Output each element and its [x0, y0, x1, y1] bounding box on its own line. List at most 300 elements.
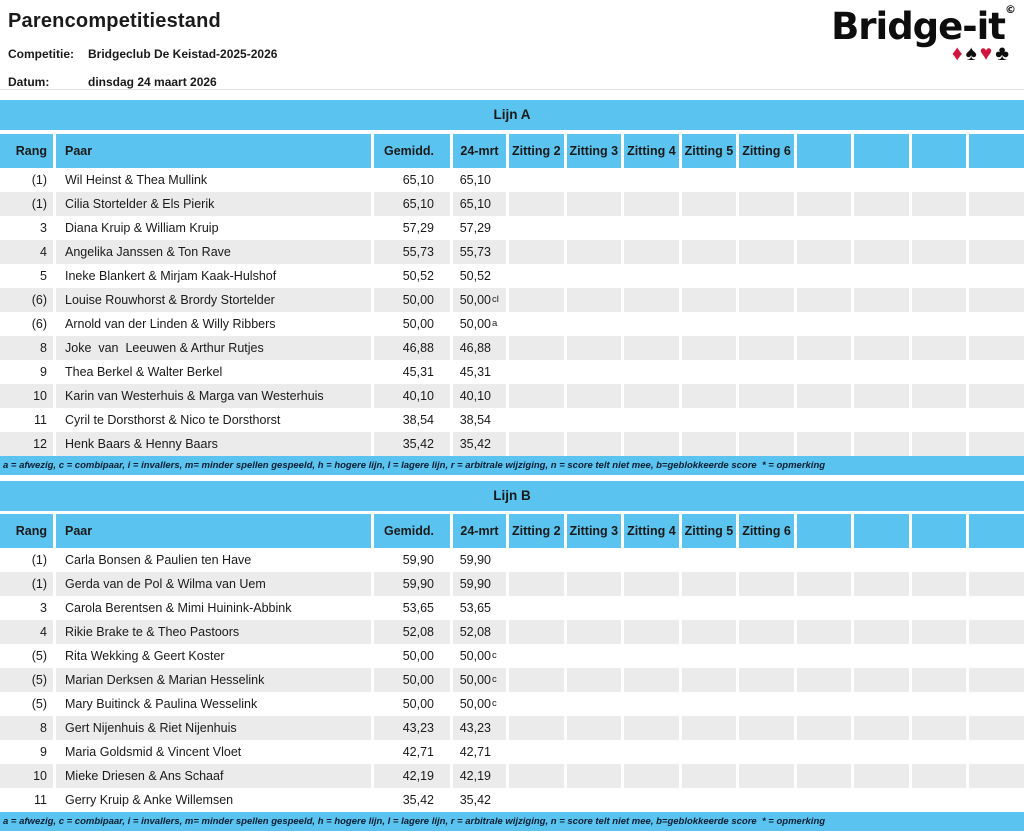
empty-score-cell — [736, 572, 794, 596]
column-header-empty — [909, 514, 967, 548]
rank-cell: 9 — [40, 745, 47, 759]
empty-score-cell — [679, 360, 737, 384]
empty-score-cell — [506, 548, 564, 572]
empty-score-cell — [621, 596, 679, 620]
empty-score-cell — [966, 408, 1024, 432]
empty-score-cell — [679, 644, 737, 668]
empty-score-cell — [564, 692, 622, 716]
empty-score-cell — [736, 596, 794, 620]
empty-score-cell — [736, 740, 794, 764]
score-flag — [491, 548, 504, 572]
empty-score-cell — [679, 192, 737, 216]
average-cell: 35,42 — [371, 788, 450, 812]
empty-score-cell — [564, 668, 622, 692]
empty-score-cell — [564, 168, 622, 192]
score-flag — [491, 432, 504, 456]
empty-score-cell — [909, 336, 967, 360]
rank-cell: 3 — [40, 221, 47, 235]
score-flag — [491, 596, 504, 620]
empty-score-cell — [506, 360, 564, 384]
column-header-gemidd-: Gemidd. — [371, 514, 450, 548]
empty-score-cell — [679, 432, 737, 456]
empty-score-cell — [851, 168, 909, 192]
column-header-zitting-6: Zitting 6 — [736, 514, 794, 548]
score-flag — [491, 716, 504, 740]
empty-score-cell — [736, 644, 794, 668]
spade-suit-icon: ♠ — [965, 42, 980, 65]
empty-score-cell — [909, 644, 967, 668]
score-flag — [491, 740, 504, 764]
pair-name-cell: Gerda van de Pol & Wilma van Uem — [53, 572, 371, 596]
column-header-row — [0, 134, 1024, 168]
average-cell: 35,42 — [371, 432, 450, 456]
empty-score-cell — [736, 764, 794, 788]
empty-score-cell — [909, 716, 967, 740]
empty-score-cell — [679, 788, 737, 812]
empty-score-cell — [794, 408, 852, 432]
empty-score-cell — [679, 408, 737, 432]
column-header-zitting-5: Zitting 5 — [679, 514, 737, 548]
copyright-mark: © — [1005, 3, 1016, 16]
average-cell: 38,54 — [371, 408, 450, 432]
empty-score-cell — [966, 384, 1024, 408]
empty-score-cell — [679, 740, 737, 764]
table-row — [0, 740, 1024, 764]
rank-cell: 4 — [0, 620, 53, 644]
empty-score-cell — [621, 764, 679, 788]
empty-score-cell — [966, 216, 1024, 240]
average-cell: 55,73 — [371, 240, 450, 264]
rank-cell: (1) — [0, 192, 53, 216]
average-cell: 50,00 — [371, 312, 450, 336]
empty-score-cell — [909, 548, 967, 572]
empty-score-cell — [736, 432, 794, 456]
empty-score-cell — [909, 408, 967, 432]
empty-score-cell — [966, 572, 1024, 596]
empty-score-cell — [794, 716, 852, 740]
empty-score-cell — [506, 668, 564, 692]
empty-score-cell — [506, 240, 564, 264]
column-header-zitting-3: Zitting 3 — [564, 134, 622, 168]
table-row — [0, 288, 1024, 312]
column-header-row — [0, 514, 1024, 548]
column-header-paar: Paar — [53, 134, 371, 168]
rank-cell: (1) — [31, 553, 47, 567]
empty-score-cell — [909, 740, 967, 764]
session-score-cell: 65,10 — [450, 192, 506, 216]
score-flag: c — [492, 674, 497, 685]
empty-score-cell — [736, 788, 794, 812]
empty-score-cell — [621, 360, 679, 384]
empty-score-cell — [564, 216, 622, 240]
empty-score-cell — [909, 240, 967, 264]
empty-score-cell — [564, 264, 622, 288]
empty-score-cell — [909, 692, 967, 716]
session-score-cell: 50,00 c — [450, 668, 506, 692]
empty-score-cell — [621, 548, 679, 572]
pair-name-cell: Carla Bonsen & Paulien ten Have — [53, 548, 371, 572]
table-row — [0, 596, 1024, 620]
empty-score-cell — [564, 644, 622, 668]
empty-score-cell — [506, 408, 564, 432]
empty-score-cell — [966, 336, 1024, 360]
score-flag — [491, 384, 504, 408]
table-row — [0, 336, 1024, 360]
table-row — [0, 548, 1024, 572]
rank-cell: (5) — [31, 697, 47, 711]
legend-footnote: a = afwezig, c = combipaar, i = invallers, m= minder spellen gespeeld, h = hogere lijn, l = lagere lijn, r = arbitrale wijziging, n = score telt niet mee, b=geblokkeerde score * = opmerking — [0, 812, 1024, 831]
competition-value: Bridgeclub De Keistad-2025-2026 — [88, 47, 278, 61]
empty-score-cell — [621, 788, 679, 812]
competition-label: Competitie: — [8, 47, 74, 61]
empty-score-cell — [794, 644, 852, 668]
empty-score-cell — [966, 764, 1024, 788]
average-cell: 50,52 — [371, 264, 450, 288]
empty-score-cell — [909, 432, 967, 456]
empty-score-cell — [506, 644, 564, 668]
empty-score-cell — [966, 620, 1024, 644]
score-flag — [491, 408, 504, 432]
empty-score-cell — [851, 716, 909, 740]
session-score-cell: 59,90 — [450, 548, 506, 572]
score-flag — [491, 336, 504, 360]
pair-name-cell: Henk Baars & Henny Baars — [53, 432, 371, 456]
pair-name-cell: Maria Goldsmid & Vincent Vloet — [53, 740, 371, 764]
standings-rows — [0, 548, 1024, 812]
empty-score-cell — [966, 692, 1024, 716]
average-cell: 45,31 — [371, 360, 450, 384]
empty-score-cell — [909, 596, 967, 620]
empty-score-cell — [736, 336, 794, 360]
session-score-cell: 59,90 — [450, 572, 506, 596]
table-row — [0, 644, 1024, 668]
empty-score-cell — [564, 384, 622, 408]
empty-score-cell — [966, 432, 1024, 456]
empty-score-cell — [621, 168, 679, 192]
empty-score-cell — [909, 384, 967, 408]
empty-score-cell — [851, 216, 909, 240]
session-score-cell: 50,00 c — [450, 644, 506, 668]
score-flag: c — [492, 650, 497, 661]
score-flag — [491, 264, 504, 288]
diamond-suit-icon: ♦ — [951, 42, 966, 65]
average-cell: 42,71 — [371, 740, 450, 764]
empty-score-cell — [621, 336, 679, 360]
column-header-empty — [851, 514, 909, 548]
rank-cell: (5) — [0, 668, 53, 692]
session-score-cell: 40,10 — [450, 384, 506, 408]
empty-score-cell — [794, 384, 852, 408]
empty-score-cell — [851, 240, 909, 264]
rank-cell: (1) — [0, 572, 53, 596]
rank-cell: (5) — [31, 649, 47, 663]
empty-score-cell — [506, 288, 564, 312]
empty-score-cell — [736, 192, 794, 216]
empty-score-cell — [564, 312, 622, 336]
empty-score-cell — [736, 264, 794, 288]
average-cell: 50,00 — [371, 644, 450, 668]
score-flag: a — [492, 318, 498, 329]
empty-score-cell — [679, 288, 737, 312]
empty-score-cell — [794, 620, 852, 644]
empty-score-cell — [851, 264, 909, 288]
average-cell: 53,65 — [371, 596, 450, 620]
column-header-empty — [794, 134, 852, 168]
column-header-paar: Paar — [53, 514, 371, 548]
empty-score-cell — [794, 432, 852, 456]
rank-cell: 9 — [40, 365, 47, 379]
average-cell: 43,23 — [371, 716, 450, 740]
rank-cell: 10 — [0, 384, 53, 408]
empty-score-cell — [909, 572, 967, 596]
session-score-cell: 65,10 — [450, 168, 506, 192]
column-header-empty — [966, 514, 1024, 548]
empty-score-cell — [506, 192, 564, 216]
empty-score-cell — [909, 620, 967, 644]
empty-score-cell — [679, 692, 737, 716]
score-flag — [491, 572, 504, 596]
session-score-cell: 42,71 — [450, 740, 506, 764]
rank-cell: 4 — [0, 240, 53, 264]
empty-score-cell — [679, 336, 737, 360]
empty-score-cell — [966, 264, 1024, 288]
empty-score-cell — [621, 264, 679, 288]
average-cell: 50,00 — [371, 668, 450, 692]
pair-name-cell: Cilia Stortelder & Els Pierik — [53, 192, 371, 216]
empty-score-cell — [794, 360, 852, 384]
empty-score-cell — [966, 192, 1024, 216]
empty-score-cell — [851, 384, 909, 408]
pair-name-cell: Ineke Blankert & Mirjam Kaak-Hulshof — [53, 264, 371, 288]
empty-score-cell — [851, 312, 909, 336]
column-header-zitting-5: Zitting 5 — [679, 134, 737, 168]
empty-score-cell — [966, 548, 1024, 572]
empty-score-cell — [506, 620, 564, 644]
score-flag — [491, 764, 504, 788]
empty-score-cell — [506, 596, 564, 620]
rank-cell: (6) — [0, 288, 53, 312]
pair-name-cell: Rita Wekking & Geert Koster — [53, 644, 371, 668]
empty-score-cell — [794, 788, 852, 812]
rank-cell: 3 — [40, 601, 47, 615]
pair-name-cell: Diana Kruip & William Kruip — [53, 216, 371, 240]
empty-score-cell — [736, 668, 794, 692]
empty-score-cell — [736, 384, 794, 408]
section-title-bar: Lijn A — [0, 100, 1024, 130]
score-flag — [491, 192, 504, 216]
empty-score-cell — [736, 716, 794, 740]
empty-score-cell — [564, 432, 622, 456]
score-flag — [491, 788, 504, 812]
empty-score-cell — [794, 216, 852, 240]
average-cell: 65,10 — [371, 168, 450, 192]
empty-score-cell — [966, 716, 1024, 740]
page-title: Parencompetitiestand — [8, 10, 221, 32]
pair-name-cell: Carola Berentsen & Mimi Huinink-Abbink — [53, 596, 371, 620]
table-row — [0, 620, 1024, 644]
pair-name-cell: Marian Derksen & Marian Hesselink — [53, 668, 371, 692]
logo-wordmark: Bridge-it© — [831, 3, 1016, 48]
session-score-cell: 50,52 — [450, 264, 506, 288]
session-score-cell: 43,23 — [450, 716, 506, 740]
empty-score-cell — [736, 692, 794, 716]
empty-score-cell — [794, 336, 852, 360]
empty-score-cell — [679, 264, 737, 288]
club-suit-icon: ♣ — [995, 42, 1012, 65]
pair-name-cell: Karin van Westerhuis & Marga van Westerhuis — [53, 384, 371, 408]
empty-score-cell — [851, 644, 909, 668]
empty-score-cell — [564, 192, 622, 216]
average-cell: 59,90 — [371, 572, 450, 596]
pair-name-cell: Arnold van der Linden & Willy Ribbers — [53, 312, 371, 336]
empty-score-cell — [506, 384, 564, 408]
column-header-zitting-6: Zitting 6 — [736, 134, 794, 168]
empty-score-cell — [621, 240, 679, 264]
empty-score-cell — [966, 596, 1024, 620]
empty-score-cell — [851, 740, 909, 764]
empty-score-cell — [621, 288, 679, 312]
empty-score-cell — [679, 240, 737, 264]
empty-score-cell — [506, 336, 564, 360]
empty-score-cell — [966, 168, 1024, 192]
empty-score-cell — [564, 288, 622, 312]
column-header-rang: Rang — [0, 514, 53, 548]
empty-score-cell — [679, 312, 737, 336]
empty-score-cell — [679, 620, 737, 644]
empty-score-cell — [679, 764, 737, 788]
empty-score-cell — [736, 408, 794, 432]
empty-score-cell — [794, 288, 852, 312]
empty-score-cell — [909, 216, 967, 240]
empty-score-cell — [794, 548, 852, 572]
empty-score-cell — [564, 360, 622, 384]
pair-name-cell: Cyril te Dorsthorst & Nico te Dorsthorst — [53, 408, 371, 432]
session-score-cell: 53,65 — [450, 596, 506, 620]
empty-score-cell — [564, 788, 622, 812]
empty-score-cell — [564, 764, 622, 788]
table-row — [0, 240, 1024, 264]
table-row — [0, 168, 1024, 192]
pair-name-cell: Rikie Brake te & Theo Pastoors — [53, 620, 371, 644]
empty-score-cell — [851, 764, 909, 788]
average-cell: 40,10 — [371, 384, 450, 408]
column-header-zitting-4: Zitting 4 — [621, 514, 679, 548]
session-score-cell: 50,00 a — [450, 312, 506, 336]
column-header-zitting-2: Zitting 2 — [506, 134, 564, 168]
pair-name-cell: Gert Nijenhuis & Riet Nijenhuis — [53, 716, 371, 740]
empty-score-cell — [506, 312, 564, 336]
empty-score-cell — [909, 264, 967, 288]
section-lijn-b — [0, 481, 1024, 831]
column-header-gemidd-: Gemidd. — [371, 134, 450, 168]
column-header-empty — [966, 134, 1024, 168]
empty-score-cell — [679, 572, 737, 596]
pair-name-cell: Thea Berkel & Walter Berkel — [53, 360, 371, 384]
table-row — [0, 716, 1024, 740]
empty-score-cell — [794, 312, 852, 336]
session-score-cell: 52,08 — [450, 620, 506, 644]
empty-score-cell — [736, 216, 794, 240]
average-cell: 59,90 — [371, 548, 450, 572]
pair-name-cell: Louise Rouwhorst & Brordy Stortelder — [53, 288, 371, 312]
rank-cell: 8 — [0, 716, 53, 740]
empty-score-cell — [679, 168, 737, 192]
average-cell: 52,08 — [371, 620, 450, 644]
table-row — [0, 764, 1024, 788]
empty-score-cell — [679, 384, 737, 408]
score-flag — [491, 240, 504, 264]
empty-score-cell — [966, 240, 1024, 264]
empty-score-cell — [621, 644, 679, 668]
table-row — [0, 360, 1024, 384]
average-cell: 65,10 — [371, 192, 450, 216]
table-row — [0, 692, 1024, 716]
empty-score-cell — [564, 336, 622, 360]
empty-score-cell — [621, 572, 679, 596]
empty-score-cell — [851, 336, 909, 360]
session-score-cell: 38,54 — [450, 408, 506, 432]
empty-score-cell — [506, 168, 564, 192]
average-cell: 57,29 — [371, 216, 450, 240]
empty-score-cell — [506, 432, 564, 456]
empty-score-cell — [794, 240, 852, 264]
table-row — [0, 572, 1024, 596]
empty-score-cell — [506, 692, 564, 716]
empty-score-cell — [564, 596, 622, 620]
empty-score-cell — [736, 360, 794, 384]
empty-score-cell — [621, 668, 679, 692]
empty-score-cell — [564, 240, 622, 264]
empty-score-cell — [851, 360, 909, 384]
empty-score-cell — [794, 668, 852, 692]
table-row — [0, 312, 1024, 336]
empty-score-cell — [621, 740, 679, 764]
empty-score-cell — [679, 668, 737, 692]
score-flag: cl — [492, 294, 499, 305]
table-row — [0, 432, 1024, 456]
score-flag — [491, 360, 504, 384]
session-score-cell: 50,00 c — [450, 692, 506, 716]
empty-score-cell — [909, 764, 967, 788]
empty-score-cell — [851, 668, 909, 692]
empty-score-cell — [621, 620, 679, 644]
rank-cell: (6) — [31, 317, 47, 331]
empty-score-cell — [851, 192, 909, 216]
session-score-cell: 50,00 cl — [450, 288, 506, 312]
table-row — [0, 216, 1024, 240]
date-value: dinsdag 24 maart 2026 — [88, 75, 217, 89]
rank-cell: 12 — [0, 432, 53, 456]
column-header-empty — [909, 134, 967, 168]
empty-score-cell — [851, 432, 909, 456]
empty-score-cell — [621, 432, 679, 456]
heart-suit-icon: ♥ — [979, 42, 996, 65]
empty-score-cell — [794, 740, 852, 764]
empty-score-cell — [679, 596, 737, 620]
column-header-empty — [794, 514, 852, 548]
section-lijn-a — [0, 100, 1024, 475]
empty-score-cell — [966, 740, 1024, 764]
empty-score-cell — [851, 788, 909, 812]
empty-score-cell — [851, 408, 909, 432]
average-cell: 50,00 — [371, 692, 450, 716]
empty-score-cell — [966, 288, 1024, 312]
session-score-cell: 57,29 — [450, 216, 506, 240]
empty-score-cell — [736, 168, 794, 192]
empty-score-cell — [506, 764, 564, 788]
empty-score-cell — [794, 168, 852, 192]
empty-score-cell — [621, 384, 679, 408]
